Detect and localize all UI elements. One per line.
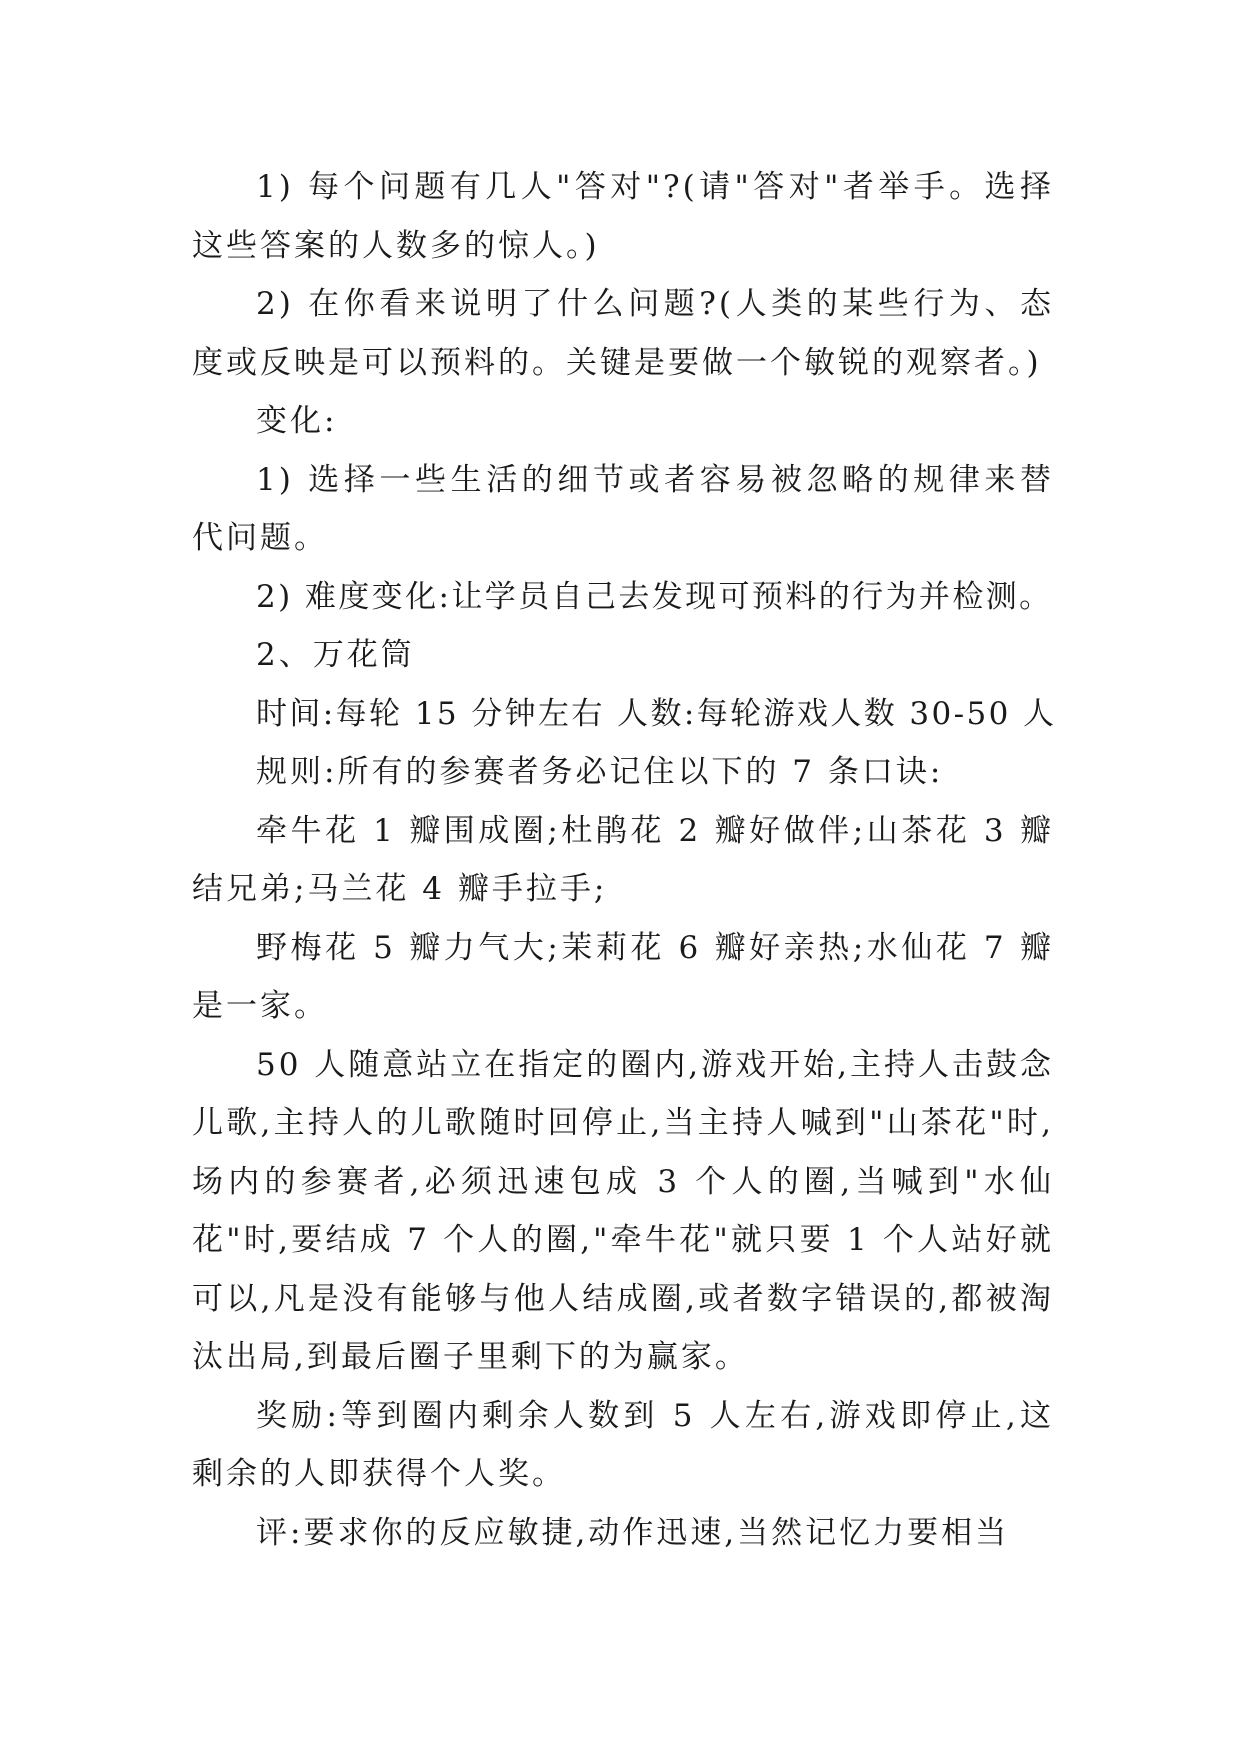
paragraph-rhyme-2: 野梅花 5 瓣力气大;茉莉花 6 瓣好亲热;水仙花 7 瓣是一家。 bbox=[192, 929, 1054, 1024]
paragraph-variation-1: 1) 选择一些生活的细节或者容易被忽略的规律来替代问题。 bbox=[192, 461, 1054, 556]
paragraph-time-players: 时间:每轮 15 分钟左右 人数:每轮游戏人数 30-50 人 bbox=[256, 695, 1057, 732]
paragraph-question-1: 1) 每个问题有几人"答对"?(请"答对"者举手。选择这些答案的人数多的惊人。) bbox=[192, 169, 1054, 264]
paragraph-question-2: 2) 在你看来说明了什么问题?(人类的某些行为、态度或反映是可以预料的。关键是要做一个敏锐的观察者。) bbox=[192, 286, 1054, 381]
paragraph-variation-heading: 变化: bbox=[256, 403, 338, 439]
paragraph-rules: 规则:所有的参赛者务必记住以下的 7 条口诀: bbox=[256, 754, 944, 790]
paragraph-game-description: 50 人随意站立在指定的圈内,游戏开始,主持人击鼓念儿歌,主持人的儿歌随时回停止,当主持人喊到"山茶花"时,场内的参赛者,必须迅速包成 3 个人的圈,当喊到"水仙花"时,要结成 7 个人的圈,"牵牛花"就只要 1 个人站好就可以,凡是没有能够与他人结成圈,或者数字错误的,都被淘汰出局,到最后圈子里剩下的为赢家。 bbox=[192, 1046, 1055, 1375]
document-body bbox=[192, 158, 1057, 1562]
paragraph-reward: 奖励:等到圈内剩余人数到 5 人左右,游戏即停止,这剩余的人即获得个人奖。 bbox=[192, 1397, 1054, 1492]
paragraph-rhyme-1: 牵牛花 1 瓣围成圈;杜鹃花 2 瓣好做伴;山茶花 3 瓣结兄弟;马兰花 4 瓣手拉手; bbox=[192, 812, 1054, 907]
paragraph-variation-2: 2) 难度变化:让学员自己去发现可预料的行为并检测。 bbox=[256, 578, 1053, 615]
section-heading-kaleidoscope: 2、万花筒 bbox=[256, 637, 415, 673]
paragraph-comment: 评:要求你的反应敏捷,动作迅速,当然记忆力要相当 bbox=[256, 1514, 1010, 1551]
